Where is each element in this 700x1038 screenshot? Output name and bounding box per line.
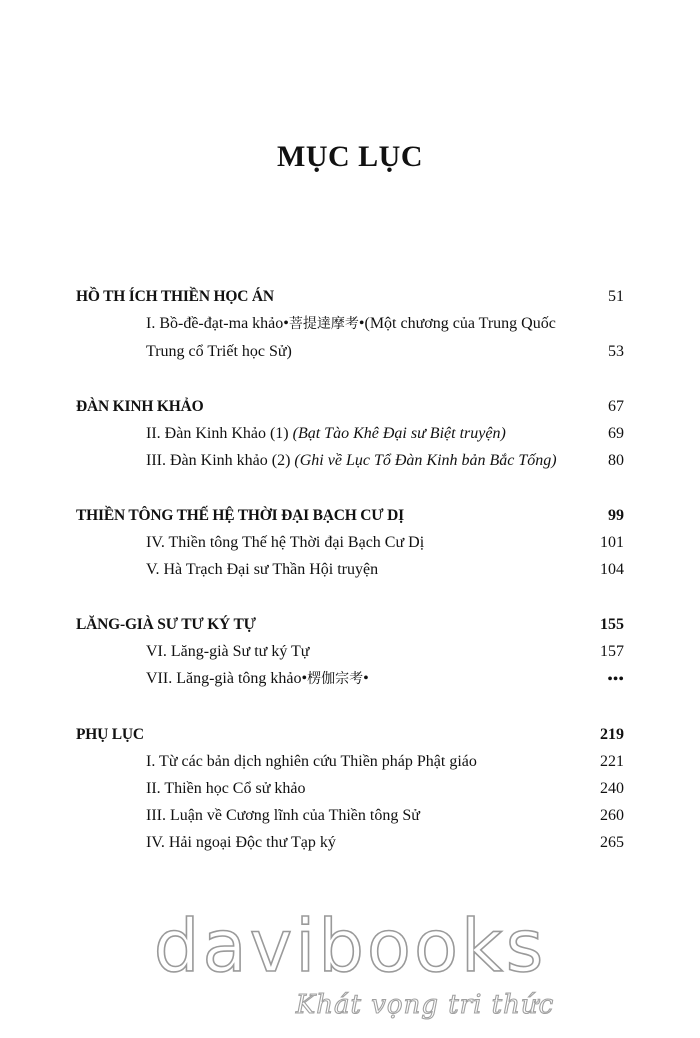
entry-page-number: 260: [600, 807, 624, 824]
watermark-logo: davibooks: [153, 904, 547, 988]
toc-section-phu-luc: [0, 718, 700, 856]
toc-entry: II. Đàn Kinh Khảo (1) (Bạt Tào Khê Đại sư Biệt truyện) 69: [0, 420, 700, 447]
entry-page-number: 157: [600, 643, 624, 660]
entry-page-number: 265: [600, 834, 624, 851]
entry-page-number: 221: [600, 753, 624, 770]
section-page-number: 51: [608, 288, 624, 305]
toc-section-lang-gia: [0, 608, 700, 693]
toc-section-thien-tong: [0, 499, 700, 583]
section-page-number: 99: [608, 507, 624, 524]
toc-entry: IV. Hải ngoại Độc thư Tạp ký 265: [0, 829, 700, 856]
entry-page-number: 69: [608, 425, 624, 442]
section-page-number: 155: [600, 616, 624, 633]
section-page-number: 67: [608, 398, 624, 415]
toc-entry: III. Luận về Cương lĩnh của Thiền tông Sử 260: [0, 802, 700, 829]
toc-section-ho-thich: [0, 280, 700, 365]
watermark-tagline: Khát vọng tri thức: [295, 990, 555, 1020]
toc-entry: VII. Lăng-già tông khảo•楞伽宗考• •••: [0, 665, 700, 693]
section-page-number: 219: [600, 726, 624, 743]
chinese-title: 楞伽宗考: [307, 671, 364, 687]
section-title: THIỀN TÔNG THẾ HỆ THỜI ĐẠI BẠCH CƯ DỊ: [76, 507, 404, 524]
toc-entry: III. Đàn Kinh khảo (2) (Ghi về Lục Tổ Đàn Kinh bản Bắc Tống) 80: [0, 447, 700, 474]
toc-entry: I. Bồ-đề-đạt-ma khảo•菩提達摩考•(Một chương của Trung Quốc Trung cổ Triết học Sử) 53: [0, 310, 700, 365]
section-title: LĂNG-GIÀ SƯ TƯ KÝ TỰ: [76, 616, 256, 633]
page-title: MỤC LỤC: [277, 140, 423, 173]
section-title: PHỤ LỤC: [76, 726, 144, 743]
toc-section-dan-kinh: [0, 390, 700, 474]
section-title: HỒ TH ÍCH THIỀN HỌC ÁN: [76, 288, 274, 305]
chinese-title: 菩提達摩考: [288, 316, 359, 332]
toc-entry: V. Hà Trạch Đại sư Thần Hội truyện 104: [0, 556, 700, 583]
watermark: [0, 906, 700, 1020]
entry-page-number: •••: [607, 671, 624, 688]
toc-entry: IV. Thiền tông Thế hệ Thời đại Bạch Cư Dị 101: [0, 529, 700, 556]
entry-page-number: 101: [600, 534, 624, 551]
section-title: ĐÀN KINH KHẢO: [76, 398, 204, 415]
entry-page-number: 80: [608, 452, 624, 469]
toc-entry: II. Thiền học Cổ sử khảo 240: [0, 775, 700, 802]
entry-page-number: 53: [608, 343, 624, 360]
table-of-contents: [0, 280, 700, 856]
entry-page-number: 240: [600, 780, 624, 797]
toc-entry: I. Từ các bản dịch nghiên cứu Thiền pháp Phật giáo 221: [0, 748, 700, 775]
entry-page-number: 104: [600, 561, 624, 578]
toc-entry: VI. Lăng-già Sư tư ký Tự 157: [0, 638, 700, 665]
